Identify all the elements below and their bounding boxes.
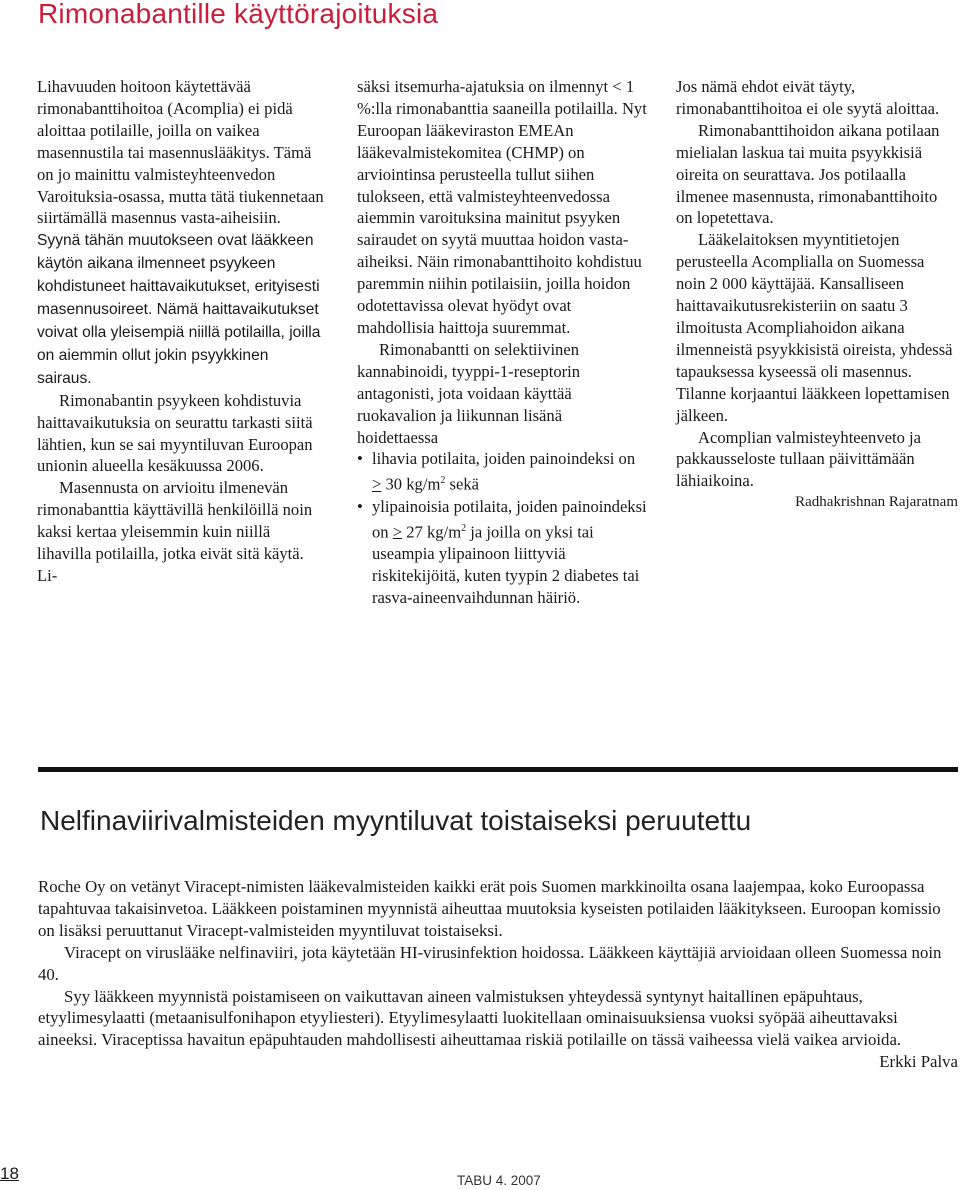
paragraph-text: Lihavuuden hoitoon käytettävää rimonabanttihoitoa (Acomplia) ei pidä aloittaa potilaille, joilla on vaikea masennustila tai masennuslääkitys. Tämä on jo mainittu valmisteyhteenvedon Varoituksia-osassa, mutta tätä tiukennetaan siirtämällä masennus vasta-aiheisiin. xyxy=(37,77,324,228)
list-item-text: ylipainoisia potilaita, joiden painoindeksi on xyxy=(372,496,647,542)
paragraph: Roche Oy on vetänyt Viracept-nimisten lääkevalmisteiden kaikki erät pois Suomen markkinoilta osana laajempaa, koko Euroopassa tapahtuvaa takaisinvetoa. Lääkkeen poistaminen myynnistä aiheuttaa muutoksia kyseisten potilaiden lääkitykseen. Euroopan komissio on lisäksi peruuttanut Viracept-valmisteiden myyntiluvat toistaiseksi. xyxy=(38,877,941,940)
paragraph: Syy lääkkeen myynnistä poistamiseen on vaikuttavan aineen valmistuksen yhteydessä syntynyt haitallinen epäpuhtaus, etyylimesylaatti (metaanisulfonihapon etyyliesteri). Etyylimesylaatti luokitellaan ominaisuuksiensa vuoksi syöpää aiheuttavaksi aineeksi. Viraceptissa havaitun epäpuhtauden mahdollisesti aiheuttamaa riskiä potilaille on tässä vaiheessa vielä vaikea arvioida. xyxy=(38,986,902,1050)
paragraph: Rimonabanttihoidon aikana potilaan mielialan laskua tai muita psyykkisiä oireita on seurattava. Jos potilaalla ilmenee masennusta, rimonabanttihoito on lopetettava. xyxy=(676,120,940,228)
paragraph: säksi itsemurha-ajatuksia on ilmennyt < 1 %:lla rimonabanttia saaneilla potilailla. Nyt Euroopan lääkeviraston EMEAn lääkevalmistekomitea (CHMP) on arviointinsa perusteella tullut siihen tulokseen, että valmisteyhteenvedossa aiemmin varoituksina mainitut psyyken sairaudet on syytä muuttaa hoidon vasta-aiheiksi. Näin rimonabanttihoito kohdistuu paremmin niihin potilaisiin, joilla hoidon odotettavissa olevat hyödyt ovat mahdollisia haittoja suuremmat. xyxy=(357,77,647,337)
criteria-list xyxy=(357,448,647,608)
paragraph: Rimonabantti on selektiivinen kannabinoidi, tyyppi-1-reseptorin antagonisti, jota voidaan käyttää ruokavalion ja liikunnan lisänä hoidettaessa xyxy=(357,339,581,447)
list-item xyxy=(357,448,647,495)
section-divider xyxy=(38,767,958,772)
list-item-text: sekä xyxy=(445,474,480,494)
article1-column-1 xyxy=(37,76,327,587)
author-signature: Radhakrishnan Rajaratnam xyxy=(795,494,958,511)
article1-column-2 xyxy=(357,76,647,609)
paragraph: Acomplian valmisteyhteenveto ja pakkausseloste tullaan päivittämään lähiaikoina. xyxy=(676,427,922,491)
list-item xyxy=(357,496,647,609)
article-title-nelfinavir: Nelfinaviirivalmisteiden myyntiluvat toistaiseksi peruutettu xyxy=(40,805,752,836)
bmi-value: 30 kg/m xyxy=(381,474,441,494)
paragraph-text: Syynä tähän muutokseen ovat lääkkeen käytön aikana ilmenneet psyykeen kohdistuneet haittavaikutukset, erityisesti masennusoireet. Nämä haittavaikutukset voivat olla yleisempiä niillä potilailla, joilla on aiemmin ollut jokin psyykkinen sairaus. xyxy=(37,232,321,387)
issue-footer: TABU 4. 2007 xyxy=(457,1173,541,1188)
paragraph: Jos nämä ehdot eivät täyty, rimonabanttihoitoa ei ole syytä aloittaa. xyxy=(676,77,940,118)
list-item-text: ja joilla on yksi tai useampia ylipainoon liittyviä riskitekijöitä, kuten tyypin 2 diabetes tai rasva-aineenvaihdunnan häiriö. xyxy=(372,522,640,607)
superscript: 2 xyxy=(440,475,446,487)
greater-or-equal-sign: > xyxy=(392,522,403,542)
author-signature: Erkki Palva xyxy=(879,1052,958,1072)
paragraph: Rimonabantin psyykeen kohdistuvia haittavaikutuksia on seurattu tarkasti siitä lähtien, kun se sai myyntiluvan Euroopan unionin alueella kesäkuussa 2006. xyxy=(37,390,313,476)
paragraph: Viracept on viruslääke nelfinaviiri, jota käytetään HI-virusinfektion hoidossa. Lääkkeen käyttäjiä arvioidaan olleen Suomessa noin 40. xyxy=(38,942,942,984)
superscript: 2 xyxy=(461,522,467,534)
list-item-text: lihavia potilaita, joiden painoindeksi on xyxy=(372,449,636,469)
paragraph xyxy=(37,76,327,390)
article-title-rimonabant: Rimonabantille käyttörajoituksia xyxy=(38,0,439,29)
page-number: 18 xyxy=(0,1164,19,1183)
bmi-value: 27 kg/m xyxy=(402,522,462,542)
article1-column-3 xyxy=(676,76,958,514)
paragraph: Masennusta on arvioitu ilmenevän rimonabanttia käyttävillä henkilöillä noin kaksi kertaa yleisemmin kuin niillä lihavilla potilailla, jotka eivät sitä käytä. Li- xyxy=(37,478,313,585)
greater-or-equal-sign: > xyxy=(372,474,382,494)
paragraph: Lääkelaitoksen myyntitietojen perusteella Acomplialla on Suomessa noin 2 000 käyttäjää. Kansalliseen haittavaikutusrekisteriin on saatu 3 ilmoitusta Acompliahoidon aikana ilmenneistä psyykkisistä oireista, yhdessä tapauksessa kyseessä oli masennus. Tilanne korjaantui lääkkeen lopettamisen jälkeen. xyxy=(676,230,953,425)
article2-body xyxy=(38,876,958,1073)
